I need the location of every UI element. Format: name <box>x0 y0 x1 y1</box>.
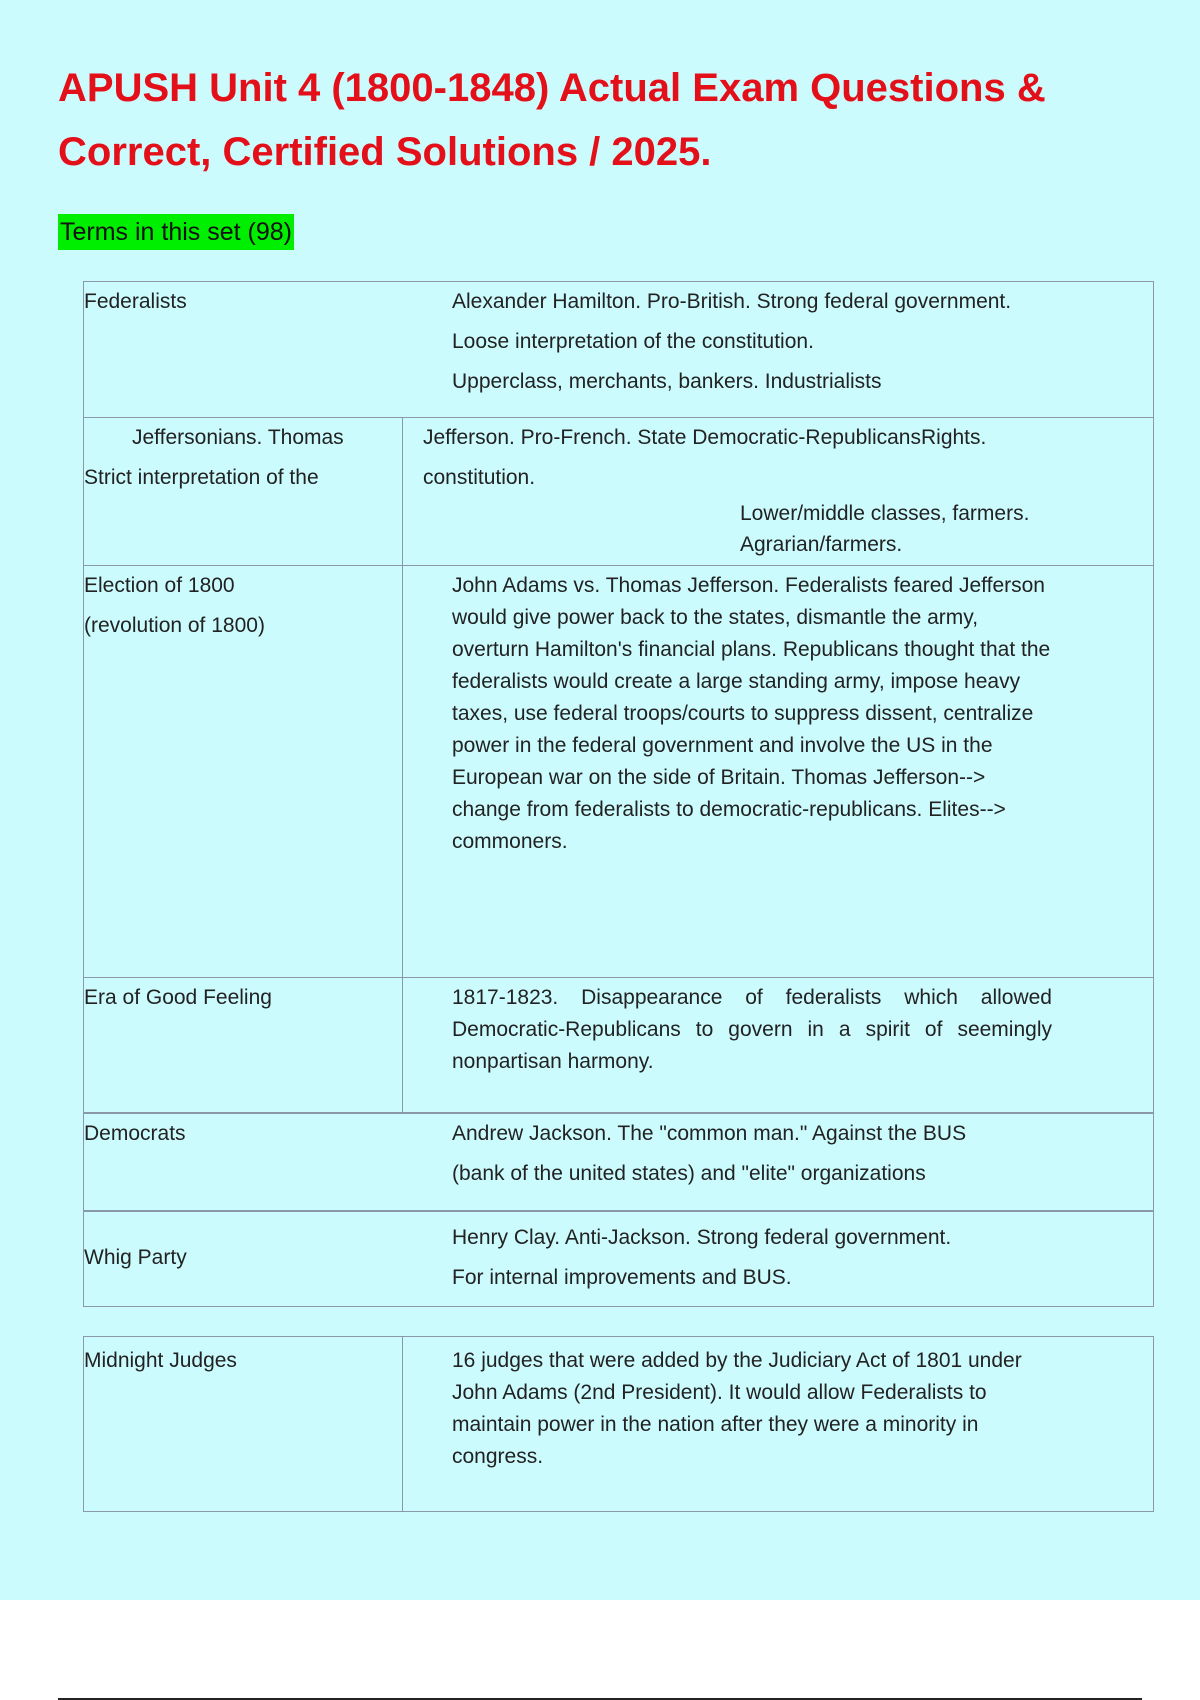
terms-table <box>83 281 1154 1307</box>
definition-cell: Henry Clay. Anti-Jackson. Strong federal government. For internal improvements and BUS. <box>452 1226 952 1289</box>
table-row <box>84 566 1153 978</box>
definition-cell: Jefferson. Pro-French. State Democratic-RepublicansRights. constitution. Lower/middle classes, farmers. Agrarian/farmers. <box>423 426 1030 556</box>
table-row <box>84 282 1153 418</box>
table-row <box>84 1337 1153 1511</box>
terms-count-highlight: Terms in this set (98) <box>58 214 294 250</box>
term-cell: Federalists <box>84 290 187 313</box>
terms-table-continued <box>83 1336 1154 1512</box>
term-cell: Jeffersonians. Thomas Strict interpretation of the <box>84 426 344 489</box>
column-divider <box>402 1337 403 1511</box>
page-title: APUSH Unit 4 (1800-1848) Actual Exam Questions & Correct, Certified Solutions / 2025. <box>58 66 1046 174</box>
term-cell: Whig Party <box>84 1246 187 1269</box>
table-row <box>84 418 1153 566</box>
term-cell: Era of Good Feeling <box>84 986 272 1009</box>
table-row <box>84 978 1153 1114</box>
table-row <box>84 1212 1153 1306</box>
term-cell: Democrats <box>84 1122 186 1145</box>
definition-cell: 1817-1823. Disappearance of federalists which allowed Democratic-Republicans to govern in a spirit of seemingly nonpartisan harmony. <box>452 986 1052 1073</box>
column-divider <box>402 978 403 1112</box>
definition-cell: Alexander Hamilton. Pro-British. Strong federal government. Loose interpretation of the constitution. Upperclass, merchants, bankers. Industrialists <box>452 290 1012 393</box>
definition-cell: Andrew Jackson. The "common man." Against the BUS (bank of the united states) and "elite" organizations <box>452 1122 967 1185</box>
definition-cell: John Adams vs. Thomas Jefferson. Federalists feared Jefferson would give power back to the states, dismantle the army, overturn Hamilton's financial plans. Republicans thought that the federalists would create a large standing army, impose heavy taxes, use federal troops/courts to suppress dissent, centralize power in the federal government and involve the US in the European war on the side of Britain. Thomas Jefferson--> change from federalists to democratic-republicans. Elites--> commoners. <box>452 574 1051 853</box>
term-cell: Election of 1800 (revolution of 1800) <box>84 574 265 637</box>
term-cell: Midnight Judges <box>84 1349 237 1372</box>
definition-cell: 16 judges that were added by the Judiciary Act of 1801 under John Adams (2nd President). It would allow Federalists to maintain power in the nation after they were a minority in congress. <box>452 1349 1022 1468</box>
column-divider <box>402 418 403 565</box>
table-row <box>84 1114 1153 1212</box>
column-divider <box>402 566 403 977</box>
